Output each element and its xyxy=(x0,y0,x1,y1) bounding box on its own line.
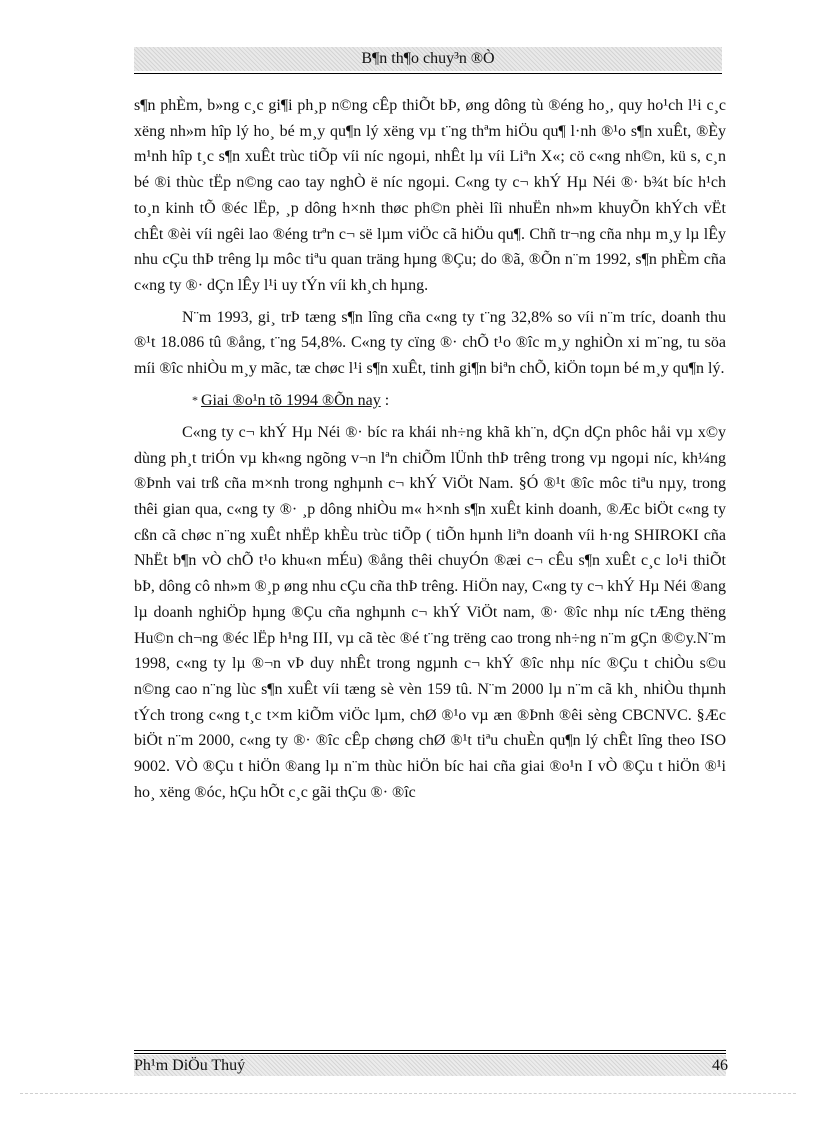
footer-author: Ph¹m DiÖu Thuý xyxy=(134,1057,246,1074)
footer-rule-bottom xyxy=(134,1053,726,1054)
paragraph-2: N¨m 1993, gi¸ trÞ tæng s¶n lîng cña c«ng ty t¨ng 32,8% so víi n¨m tríc, doanh thu ®¹t 18.086 tû ®ång, t¨ng 54,8%. C«ng ty cïng ®· chÕ t¹o ®îc m¸y nghiÒn xi m¨ng, tu söa míi ®îc nhiÒu m¸y mãc, tæ chøc l¹i s¶n xuÊt, tinh gi¶n biªn chÕ, kiÖn toµn bé m¸y qu¶n lý. xyxy=(134,308,726,378)
paragraph-3: C«ng ty c¬ khÝ Hµ Néi ®· bíc ra khái nh÷ng khã kh¨n, dÇn dÇn phôc håi vµ x©y dùng ph¸t triÓn vµ kh«ng ngõng v¬n lªn chiÕm lÜnh thÞ trêng trong vµ ngoµi níc, kh¼ng ®Þnh vai trß cña m×nh trong nghµnh c¬ khÝ ViÖt Nam. §Ó ®¹t ®îc môc tiªu nµy, trong thêi gian qua, c«ng ty ®· ¸p dông nhiÒu m« h×nh s¶n xuÊt kinh doanh, ®Æc biÖt c«ng ty cßn cã chøc n¨ng xuÊt nhËp khÈu trùc tiÕp ( tiÕn hµnh liªn doanh víi h·ng SHIROKI cña NhËt b¶n vÒ chÕ t¹o khu«n mÉu) ®ång thêi chuyÓn ®æi c¬ cÊu s¶n xuÊt c¸c lo¹i thiÕt bÞ, dông cô nh»m ®¸p øng nhu cÇu cña thÞ trêng. HiÖn nay, C«ng ty c¬ khÝ Hµ Néi ®ang lµ doanh nghiÖp hµng ®Çu cña nghµnh c¬ khÝ ViÖt nam, ®· ®îc nhµ níc tÆng thëng Hu©n ch¬ng ®éc lËp h¹ng III, vµ cã tèc ®é t¨ng trëng cao trong nh÷ng n¨m gÇn ®©y.N¨m 1998, c«ng ty lµ ®¬n vÞ duy nhÊt trong ngµnh c¬ khÝ ®îc nhµ níc ®Çu t chiÒu s©u n©ng cao n¨ng lùc s¶n xuÊt víi tæng sè vèn 159 tû. N¨m 2000 lµ n¨m cã kh¸ nhiÒu thµnh tÝch trong c«ng t¸c t×m kiÕm viÖc lµm, chØ ®¹o vµ æn ®Þnh ®êi sèng CBCNVC. §Æc biÖt n¨m 2000, c«ng ty ®· ®îc cÊp chøng chØ ®¹t tiªu chuÈn qu¶n lý chÊt lîng theo ISO 9002. VÒ ®Çu t hiÖn ®ang lµ n¨m thùc hiÖn bíc hai cña giai ®o¹n I vÒ ®Çu t hiÖn ®¹i ho¸ xëng ®óc, hÇu hÕt c¸c gãi thÇu ®· ®îc xyxy=(134,423,726,801)
page-number: 46 xyxy=(712,1057,728,1074)
page-edge-divider xyxy=(20,1093,796,1094)
paragraph-1: s¶n phÈm, b»ng c¸c gi¶i ph¸p n©ng cÊp thiÕt bÞ, øng dông tù ®éng ho¸, quy ho¹ch l¹i c¸c xëng nh»m hîp lý ho¸ bé m¸y qu¶n lý xëng vµ t¨ng thªm hiÖu qu¶ l·nh ®¹o s¶n xuÊt, ®Èy m¹nh hîp t¸c s¶n xuÊt trùc tiÕp víi níc ngoµi, nhÊt lµ víi Liªn X«; cö c«ng nh©n, kü s, c¸n bé ®i thùc tËp n©ng cao tay nghÒ ë níc ngoµi. C«ng ty c¬ khÝ Hµ Néi ®· b¾t bíc h¹ch to¸n kinh tÕ ®éc lËp, ¸p dông h×nh thøc ph©n phèi lîi nhuËn nh»m khuyÕn khÝch vËt chÊt ®èi víi ngêi lao ®éng trªn c¬ së lµm viÖc cã hiÖu qu¶. Chñ tr¬ng cña nhµ m¸y lµ lÊy nhu cÇu thÞ trêng lµ môc tiªu quan träng hµng ®Çu; do ®ã, ®Õn n¨m 1992, s¶n phÈm cña c«ng ty ®· dÇn lÊy l¹i uy tÝn víi kh¸ch hµng. xyxy=(134,97,726,294)
bullet-icon: * xyxy=(192,393,198,408)
footer-rule-top xyxy=(134,1050,726,1051)
header-rule xyxy=(134,73,722,74)
section-heading-text: Giai ®o¹n tõ 1994 ®Õn nay xyxy=(201,391,381,409)
section-heading xyxy=(134,388,726,414)
page-header-title: B¶n th¶o chuy³n ®Ò xyxy=(361,50,495,67)
body-text xyxy=(134,93,726,811)
section-heading-suffix: : xyxy=(380,391,390,409)
